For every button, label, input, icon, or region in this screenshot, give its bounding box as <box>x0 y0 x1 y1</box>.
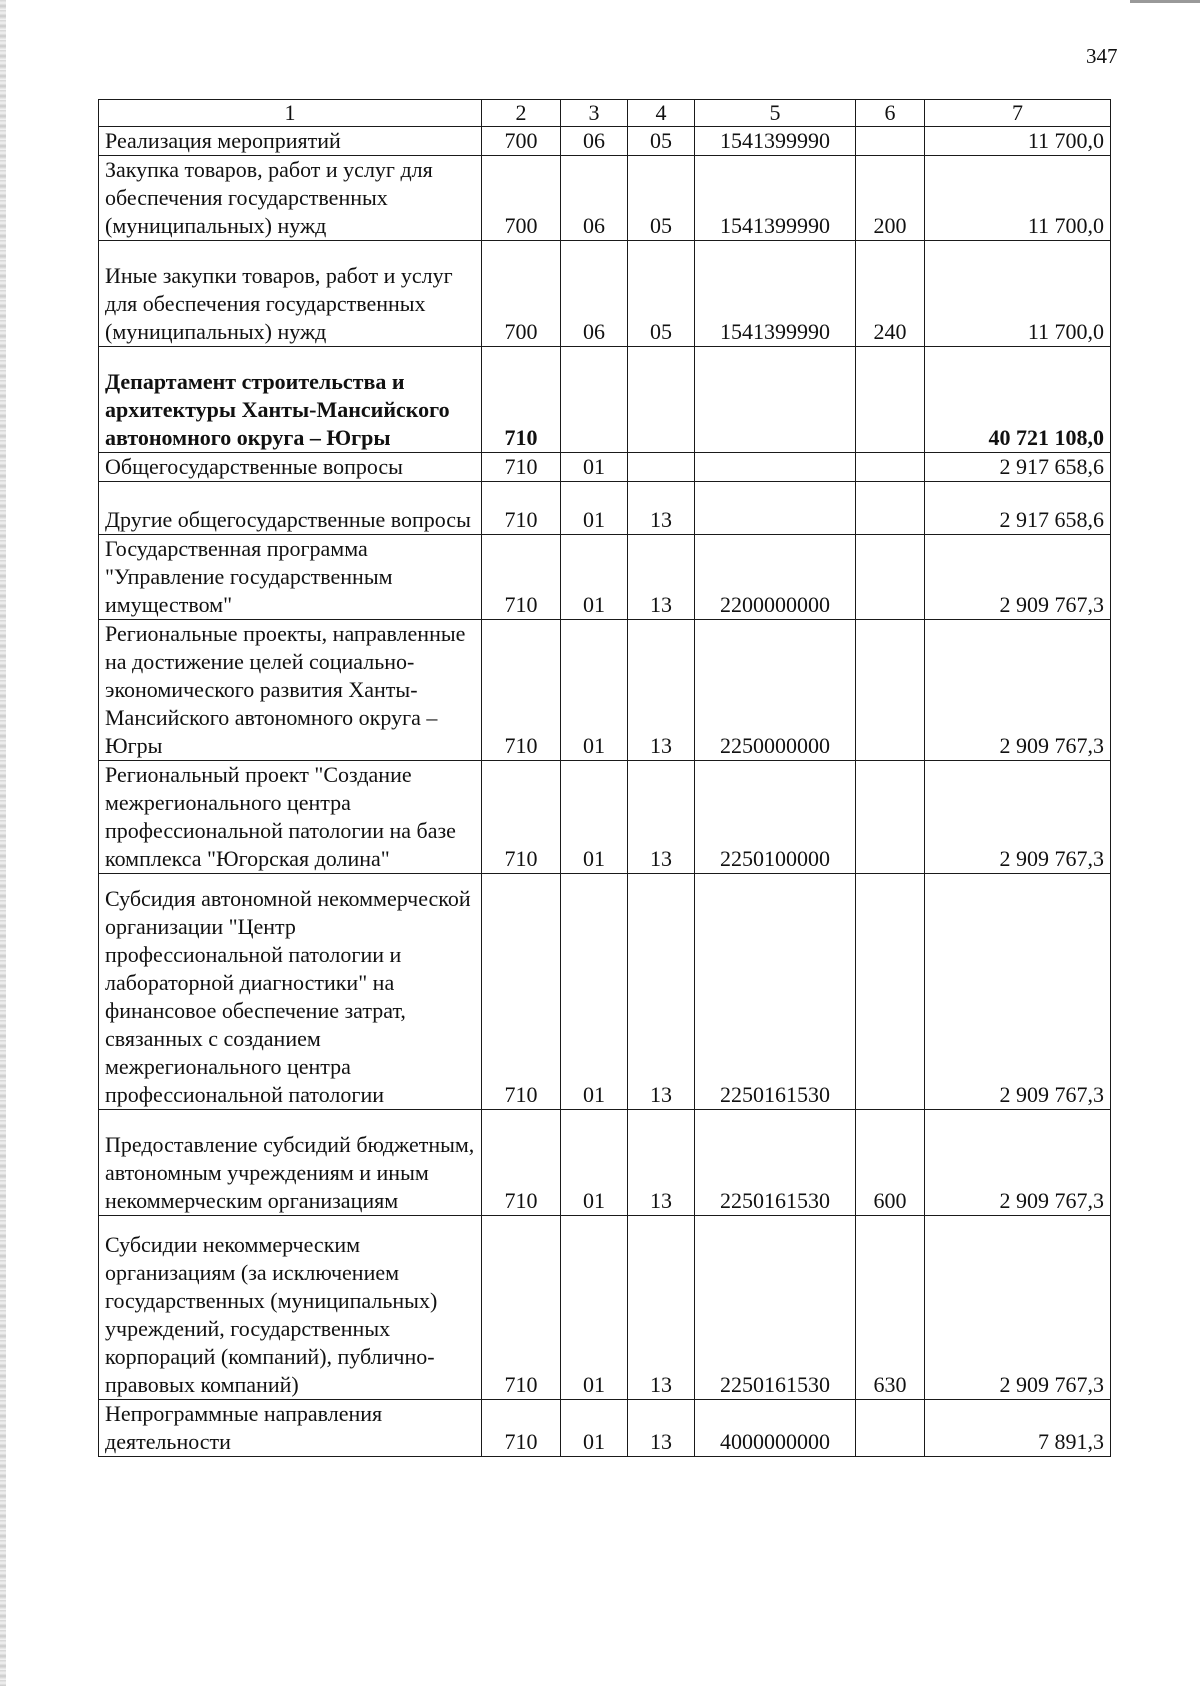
row-name-cell: Закупка товаров, работ и услуг для обеспечения государственных (муниципальных) нужд <box>99 156 482 241</box>
amount-cell: 2 917 658,6 <box>925 453 1111 482</box>
code-vr-cell: 240 <box>856 241 925 347</box>
amount-cell: 2 909 767,3 <box>925 761 1111 874</box>
code-razdel-cell: 01 <box>561 761 628 874</box>
code-podrazdel-cell: 13 <box>628 535 695 620</box>
row-name-cell: Государственная программа "Управление государственным имуществом" <box>99 535 482 620</box>
code-razdel-cell: 01 <box>561 1216 628 1400</box>
code-glava-cell: 700 <box>482 156 561 241</box>
amount-cell: 7 891,3 <box>925 1400 1111 1457</box>
amount-cell: 2 917 658,6 <box>925 482 1111 535</box>
code-glava-cell: 710 <box>482 761 561 874</box>
code-vr-cell <box>856 874 925 1110</box>
table-header-row <box>99 100 1111 127</box>
amount-cell: 11 700,0 <box>925 127 1111 156</box>
code-glava-cell: 710 <box>482 535 561 620</box>
code-podrazdel-cell <box>628 453 695 482</box>
header-cell-5: 5 <box>695 100 856 127</box>
code-csr-cell: 4000000000 <box>695 1400 856 1457</box>
code-glava-cell: 710 <box>482 1110 561 1216</box>
code-glava-cell: 710 <box>482 1216 561 1400</box>
row-name-cell: Департамент строительства и архитектуры Ханты-Мансийского автономного округа – Югры <box>99 347 482 453</box>
code-csr-cell: 2250161530 <box>695 1110 856 1216</box>
scan-edge-left <box>0 0 6 1686</box>
code-csr-cell: 1541399990 <box>695 127 856 156</box>
code-vr-cell: 630 <box>856 1216 925 1400</box>
code-razdel-cell: 01 <box>561 1400 628 1457</box>
row-name-cell: Региональный проект "Создание межрегионального центра профессиональной патологии на базе комплекса "Югорская долина" <box>99 761 482 874</box>
code-razdel-cell: 01 <box>561 620 628 761</box>
code-glava-cell: 710 <box>482 453 561 482</box>
code-podrazdel-cell: 13 <box>628 620 695 761</box>
table-row <box>99 1110 1111 1216</box>
code-razdel-cell: 06 <box>561 127 628 156</box>
amount-cell: 2 909 767,3 <box>925 535 1111 620</box>
header-cell-3: 3 <box>561 100 628 127</box>
code-vr-cell <box>856 453 925 482</box>
amount-cell: 11 700,0 <box>925 156 1111 241</box>
code-vr-cell <box>856 347 925 453</box>
code-vr-cell <box>856 761 925 874</box>
amount-cell: 2 909 767,3 <box>925 874 1111 1110</box>
code-vr-cell <box>856 1400 925 1457</box>
header-cell-6: 6 <box>856 100 925 127</box>
code-glava-cell: 710 <box>482 874 561 1110</box>
code-vr-cell: 600 <box>856 1110 925 1216</box>
code-glava-cell: 700 <box>482 241 561 347</box>
amount-cell: 2 909 767,3 <box>925 1110 1111 1216</box>
code-podrazdel-cell: 13 <box>628 1400 695 1457</box>
table-row <box>99 241 1111 347</box>
scan-edge-top <box>1130 0 1200 3</box>
code-csr-cell: 2200000000 <box>695 535 856 620</box>
code-podrazdel-cell: 13 <box>628 874 695 1110</box>
table-row <box>99 1216 1111 1400</box>
row-name-cell: Иные закупки товаров, работ и услуг для обеспечения государственных (муниципальных) нужд <box>99 241 482 347</box>
code-vr-cell <box>856 535 925 620</box>
row-name-cell: Другие общегосударственные вопросы <box>99 482 482 535</box>
code-razdel-cell: 01 <box>561 1110 628 1216</box>
header-cell-2: 2 <box>482 100 561 127</box>
code-glava-cell: 700 <box>482 127 561 156</box>
code-podrazdel-cell: 05 <box>628 241 695 347</box>
code-razdel-cell: 06 <box>561 156 628 241</box>
table-row <box>99 482 1111 535</box>
budget-table <box>98 99 1111 1457</box>
amount-cell: 11 700,0 <box>925 241 1111 347</box>
header-cell-1: 1 <box>99 100 482 127</box>
code-podrazdel-cell: 13 <box>628 1216 695 1400</box>
code-csr-cell <box>695 453 856 482</box>
row-name-cell: Субсидии некоммерческим организациям (за исключением государственных (муниципальных) учреждений, государственных корпораций (компаний), публично-правовых компаний) <box>99 1216 482 1400</box>
page-number: 347 <box>1086 44 1118 68</box>
code-razdel-cell: 01 <box>561 453 628 482</box>
row-name-cell: Общегосударственные вопросы <box>99 453 482 482</box>
code-glava-cell: 710 <box>482 1400 561 1457</box>
code-csr-cell: 2250161530 <box>695 1216 856 1400</box>
table-row <box>99 620 1111 761</box>
code-vr-cell <box>856 482 925 535</box>
code-razdel-cell: 01 <box>561 874 628 1110</box>
table-row <box>99 874 1111 1110</box>
table-row <box>99 1400 1111 1457</box>
row-name-cell: Непрограммные направления деятельности <box>99 1400 482 1457</box>
code-razdel-cell: 01 <box>561 482 628 535</box>
code-podrazdel-cell: 05 <box>628 127 695 156</box>
code-razdel-cell: 01 <box>561 535 628 620</box>
code-podrazdel-cell: 13 <box>628 761 695 874</box>
code-csr-cell <box>695 347 856 453</box>
code-razdel-cell <box>561 347 628 453</box>
code-csr-cell: 2250100000 <box>695 761 856 874</box>
code-podrazdel-cell <box>628 347 695 453</box>
table-row <box>99 347 1111 453</box>
row-name-cell: Региональные проекты, направленные на достижение целей социально-экономического развития Ханты-Мансийского автономного округа – Югры <box>99 620 482 761</box>
table-row <box>99 453 1111 482</box>
code-vr-cell: 200 <box>856 156 925 241</box>
code-csr-cell: 2250161530 <box>695 874 856 1110</box>
table-body <box>99 127 1111 1457</box>
header-cell-4: 4 <box>628 100 695 127</box>
code-csr-cell <box>695 482 856 535</box>
code-podrazdel-cell: 13 <box>628 1110 695 1216</box>
amount-cell: 40 721 108,0 <box>925 347 1111 453</box>
code-csr-cell: 2250000000 <box>695 620 856 761</box>
code-csr-cell: 1541399990 <box>695 156 856 241</box>
code-glava-cell: 710 <box>482 482 561 535</box>
row-name-cell: Реализация мероприятий <box>99 127 482 156</box>
code-razdel-cell: 06 <box>561 241 628 347</box>
code-glava-cell: 710 <box>482 347 561 453</box>
table-row <box>99 761 1111 874</box>
row-name-cell: Субсидия автономной некоммерческой организации "Центр профессиональной патологии и лабораторной диагностики" на финансовое обеспечение затрат, связанных с созданием межрегионального центра профессиональной патологии <box>99 874 482 1110</box>
code-glava-cell: 710 <box>482 620 561 761</box>
header-cell-7: 7 <box>925 100 1111 127</box>
amount-cell: 2 909 767,3 <box>925 1216 1111 1400</box>
amount-cell: 2 909 767,3 <box>925 620 1111 761</box>
table-row <box>99 156 1111 241</box>
table-row <box>99 535 1111 620</box>
code-csr-cell: 1541399990 <box>695 241 856 347</box>
code-podrazdel-cell: 13 <box>628 482 695 535</box>
code-vr-cell <box>856 127 925 156</box>
code-vr-cell <box>856 620 925 761</box>
table-row <box>99 127 1111 156</box>
code-podrazdel-cell: 05 <box>628 156 695 241</box>
row-name-cell: Предоставление субсидий бюджетным, автономным учреждениям и иным некоммерческим организациям <box>99 1110 482 1216</box>
